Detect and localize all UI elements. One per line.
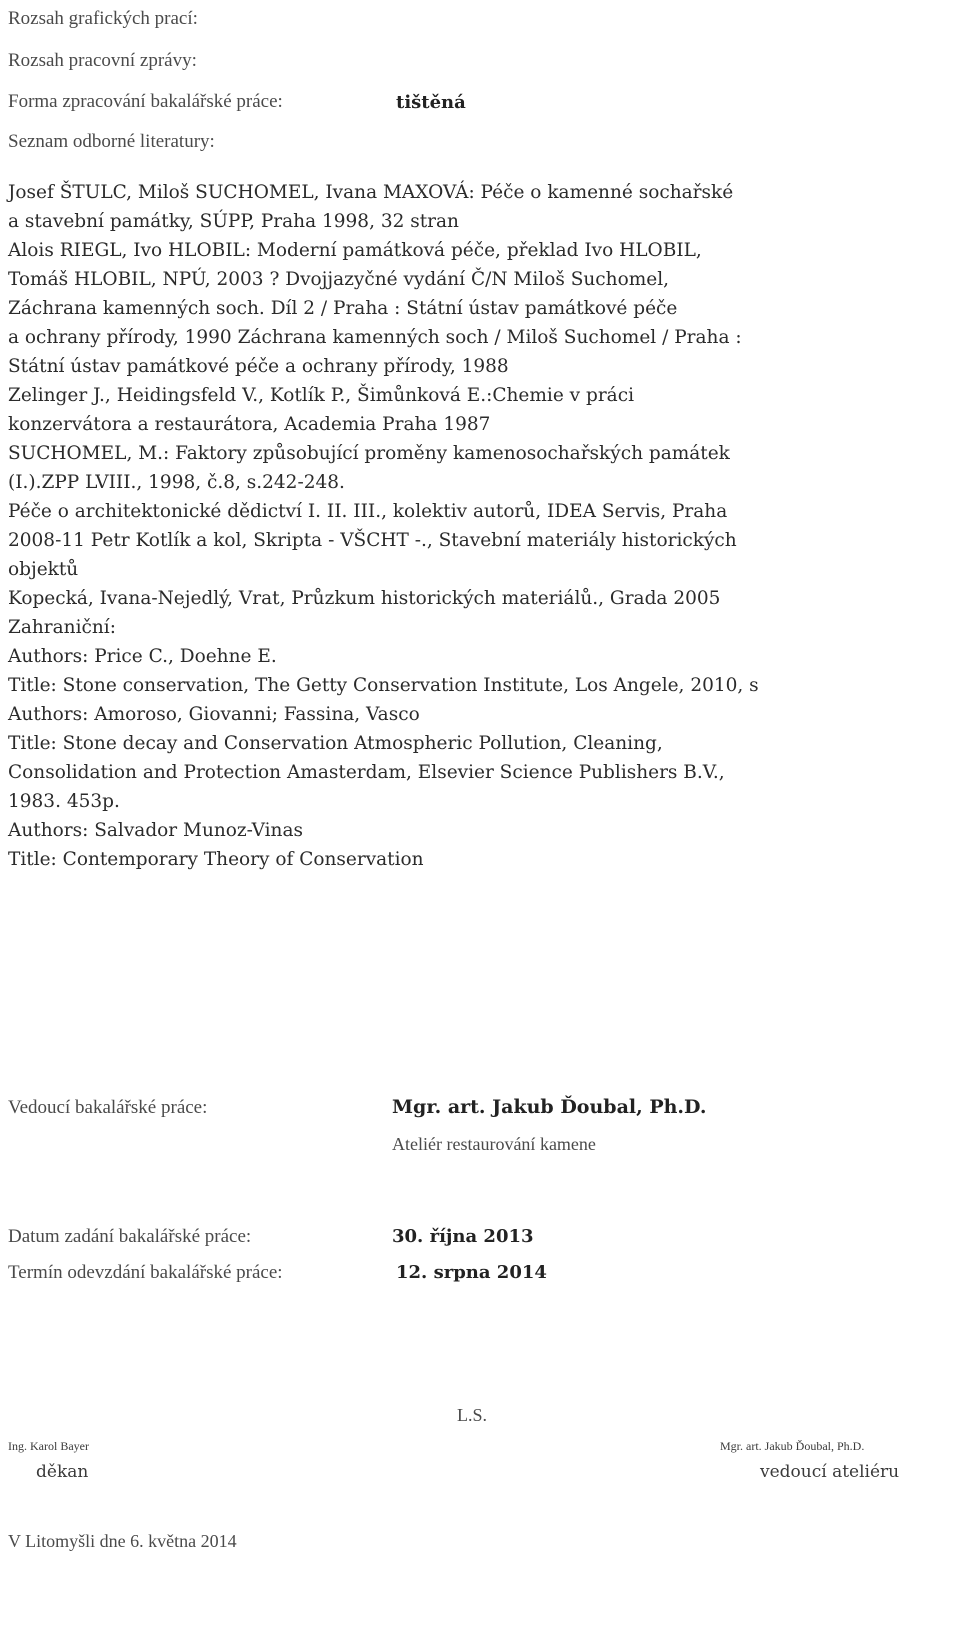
literature-line: Authors: Salvador Munoz-Vinas — [8, 820, 303, 841]
literature-line: Státní ústav památkové péče a ochrany přírody, 1988 — [8, 356, 509, 377]
literature-line: konzervátora a restaurátora, Academia Praha 1987 — [8, 414, 491, 435]
zadani-value: 30. října 2013 — [392, 1226, 534, 1247]
literature-line: objektů — [8, 559, 79, 580]
literature-line: a stavební památky, SÚPP, Praha 1998, 32 stran — [8, 211, 459, 232]
literature-line: Consolidation and Protection Amasterdam, Elsevier Science Publishers B.V., — [8, 762, 725, 783]
dean-role: děkan — [36, 1462, 89, 1482]
ls-mark: L.S. — [457, 1405, 488, 1425]
literature-line: 2008-11 Petr Kotlík a kol, Skripta - VŠCHT -., Stavební materiály historických — [8, 530, 737, 551]
zadani-label: Datum zadání bakalářské práce: — [8, 1226, 252, 1247]
literature-line: Zahraniční: — [8, 617, 116, 638]
literature-list — [8, 178, 958, 874]
literature-line: Authors: Amoroso, Giovanni; Fassina, Vasco — [8, 704, 420, 725]
dean-name: Ing. Karol Bayer — [8, 1439, 89, 1453]
literature-line: Title: Contemporary Theory of Conservation — [8, 849, 424, 870]
literature-line: SUCHOMEL, M.: Faktory způsobující proměny kamenosochařských památek — [8, 443, 730, 464]
forma-label: Forma zpracování bakalářské práce: — [8, 91, 283, 112]
literature-line: Alois RIEGL, Ivo HLOBIL: Moderní památková péče, překlad Ivo HLOBIL, — [8, 240, 702, 261]
head-role: vedoucí ateliéru — [760, 1462, 900, 1482]
odevzdani-value: 12. srpna 2014 — [396, 1262, 547, 1283]
literature-line: Tomáš HLOBIL, NPÚ, 2003 ? Dvojjazyčné vydání Č/N Miloš Suchomel, — [8, 269, 669, 290]
forma-value: tištěná — [396, 92, 466, 113]
supervisor-name: Mgr. art. Jakub Ďoubal, Ph.D. — [392, 1096, 707, 1118]
literature-line: Zelinger J., Heidingsfeld V., Kotlík P., Šimůnková E.:Chemie v práci — [8, 385, 634, 406]
literature-line: 1983. 453p. — [8, 791, 120, 812]
place-date: V Litomyšli dne 6. května 2014 — [8, 1531, 237, 1551]
literature-line: Josef ŠTULC, Miloš SUCHOMEL, Ivana MAXOVÁ: Péče o kamenné sochařské — [8, 182, 734, 203]
literature-line: Title: Stone conservation, The Getty Conservation Institute, Los Angele, 2010, s — [8, 675, 759, 696]
literature-line: Kopecká, Ivana-Nejedlý, Vrat, Průzkum historických materiálů., Grada 2005 — [8, 588, 721, 609]
rozsah-zpravy-label: Rozsah pracovní zprávy: — [8, 50, 197, 71]
head-name: Mgr. art. Jakub Ďoubal, Ph.D. — [720, 1439, 865, 1453]
odevzdani-label: Termín odevzdání bakalářské práce: — [8, 1262, 283, 1283]
literature-line: Záchrana kamenných soch. Díl 2 / Praha : Státní ústav památkové péče — [8, 298, 678, 319]
rozsah-grafickych-label: Rozsah grafických prací: — [8, 8, 198, 29]
literature-line: a ochrany přírody, 1990 Záchrana kamenných soch / Miloš Suchomel / Praha : — [8, 327, 742, 348]
supervisor-label: Vedoucí bakalářské práce: — [8, 1097, 208, 1118]
literature-line: Authors: Price C., Doehne E. — [8, 646, 277, 667]
supervisor-studio: Ateliér restaurování kamene — [392, 1134, 596, 1154]
seznam-literatury-label: Seznam odborné literatury: — [8, 131, 215, 152]
literature-line: Péče o architektonické dědictví I. II. III., kolektiv autorů, IDEA Servis, Praha — [8, 501, 728, 522]
literature-line: (I.).ZPP LVIII., 1998, č.8, s.242-248. — [8, 472, 345, 493]
literature-line: Title: Stone decay and Conservation Atmospheric Pollution, Cleaning, — [8, 733, 663, 754]
